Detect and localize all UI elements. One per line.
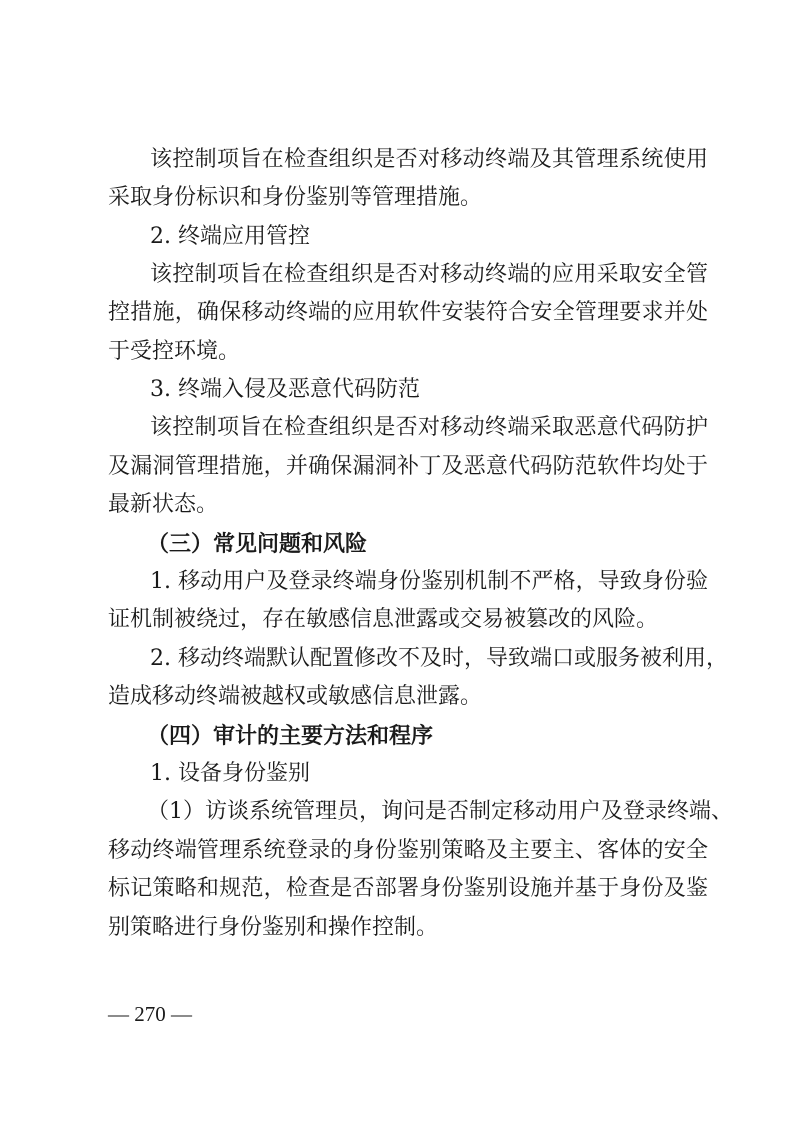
- paragraph-line: 证机制被绕过，存在敏感信息泄露或交易被篡改的风险。: [108, 607, 659, 632]
- section-heading: （三）常见问题和风险: [147, 531, 368, 557]
- paragraph-line: 采取身份标识和身份鉴别等管理措施。: [108, 185, 483, 210]
- section-heading: 1. 设备身份鉴别: [150, 761, 310, 786]
- paragraph-line: 最新状态。: [108, 492, 219, 517]
- paragraph-line: 标记策略和规范，检查是否部署身份鉴别设施并基于身份及鉴: [108, 876, 708, 901]
- section-heading: 2. 终端应用管控: [150, 224, 310, 249]
- section-heading: 3. 终端入侵及恶意代码防范: [150, 377, 420, 402]
- paragraph-line: 该控制项旨在检查组织是否对移动终端及其管理系统使用: [150, 147, 708, 172]
- paragraph-line: 移动终端管理系统登录的身份鉴别策略及主要主、客体的安全: [108, 838, 708, 863]
- paragraph-line: 控措施，确保移动终端的应用软件安装符合安全管理要求并处: [108, 300, 708, 325]
- paragraph-line: 该控制项旨在检查组织是否对移动终端采取恶意代码防护: [150, 415, 708, 440]
- page-number: — 270 —: [108, 1002, 192, 1026]
- paragraph-line: 2. 移动终端默认配置修改不及时，导致端口或服务被利用，: [150, 646, 728, 671]
- paragraph-line: 造成移动终端被越权或敏感信息泄露。: [108, 684, 483, 709]
- paragraph-line: （1）访谈系统管理员，询问是否制定移动用户及登录终端、: [147, 799, 733, 824]
- paragraph-line: 于受控环境。: [108, 339, 241, 364]
- paragraph-line: 及漏洞管理措施，并确保漏洞补丁及恶意代码防范软件均处于: [108, 454, 708, 479]
- paragraph-line: 该控制项旨在检查组织是否对移动终端的应用采取安全管: [150, 262, 708, 287]
- section-heading: （四）审计的主要方法和程序: [147, 723, 434, 749]
- paragraph-line: 别策略进行身份鉴别和操作控制。: [108, 915, 439, 940]
- paragraph-line: 1. 移动用户及登录终端身份鉴别机制不严格，导致身份验: [150, 569, 708, 594]
